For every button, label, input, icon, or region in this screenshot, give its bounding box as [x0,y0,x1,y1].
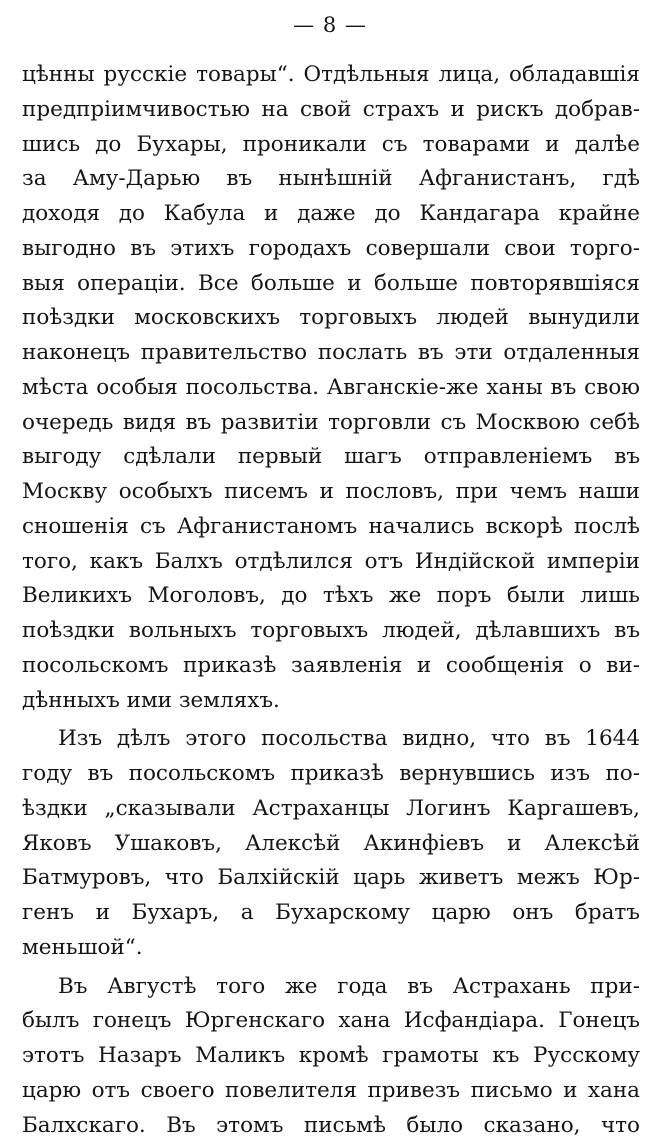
text-line: мѣста особыя посольства. Авганскіе-же ханы въ свою [22,371,640,406]
text-line: очередь видя въ развитіи торговли съ Москвою себѣ [22,406,640,441]
paragraph-1 [22,58,640,718]
text-line: ѣздки „сказывали Астраханцы Логинъ Каргашевъ, [22,792,640,827]
text-line: Великихъ Моголовъ, до тѣхъ же поръ были лишь [22,579,640,614]
text-line: Москву особыхъ писемъ и пословъ, при чемъ наши [22,475,640,510]
text-line: поѣздки московскихъ торговыхъ людей вынудили [22,301,640,336]
paragraph-3 [22,970,640,1143]
text-line: этотъ Назаръ Маликъ кромѣ грамоты къ Русскому [22,1039,640,1074]
text-line: посольскомъ приказѣ заявленія и сообщенія о ви- [22,649,640,684]
text-line: меньшой“. [22,931,640,966]
text-line: выгодно въ этихъ городахъ совершали свои торго- [22,232,640,267]
text-line: цѣнны русскіе товары“. Отдѣльныя лица, обладавшія [22,58,640,93]
text-line: доходя до Кабула и даже до Кандагара крайне [22,197,640,232]
text-line: за Аму-Дарью въ нынѣшній Афганистанъ, гдѣ [22,162,640,197]
text-line: того, какъ Балхъ отдѣлился отъ Индійской имперіи [22,545,640,580]
text-line: Балхскаго. Въ этомъ письмѣ было сказано, что [22,1109,640,1143]
text-line: наконецъ правительство послать въ эти отдаленныя [22,336,640,371]
text-line: Въ Августѣ того же года въ Астрахань при- [22,970,640,1005]
text-line: дѣнныхъ ими земляхъ. [22,684,640,719]
text-line: выя операціи. Все больше и больше повторявшіяся [22,267,640,302]
text-line: генъ и Бухаръ, а Бухарскому царю онъ братъ [22,896,640,931]
text-line: сношенія съ Афганистаномъ начались вскорѣ послѣ [22,510,640,545]
text-line: году въ посольскомъ приказѣ вернувшись изъ по- [22,757,640,792]
text-line: Яковъ Ушаковъ, Алексѣй Акинфіевъ и Алексѣй [22,827,640,862]
text-line: былъ гонецъ Юргенскаго хана Исфандіара. Гонецъ [22,1004,640,1039]
text-line: шись до Бухары, проникали съ товарами и далѣе [22,128,640,163]
text-line: поѣздки вольныхъ торговыхъ людей, дѣлавшихъ въ [22,614,640,649]
paragraph-2 [22,722,640,965]
page-number: — 8 — [0,12,660,38]
text-line: выгоду сдѣлали первый шагъ отправленіемъ въ [22,440,640,475]
text-line: предпріимчивостью на свой страхъ и рискъ добрав- [22,93,640,128]
text-line: Батмуровъ, что Балхійскій царь живетъ межъ Юр- [22,861,640,896]
text-line: царю отъ своего повелителя привезъ письмо и хана [22,1074,640,1109]
body-text [22,58,640,1143]
text-line: Изъ дѣлъ этого посольства видно, что въ 1644 [22,722,640,757]
